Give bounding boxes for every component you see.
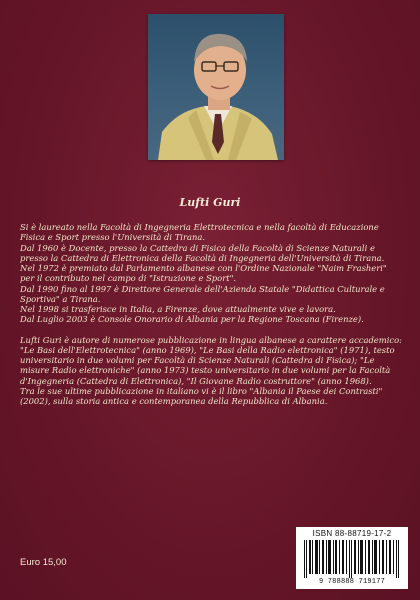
bio-paragraph: Lufti Guri è autore di numerose pubblicazione in lingua albanese a carattere accademico: "Le Basi dell'Elettrotecnica" (anno 1969), "Le Basi della Radio elettronica" (1971), testo universitario in due volumi per Facoltà di Scienze Naturali (Cattedra di Fisica); "Le misure Radio elettroniche" (anno 1973) testo universitario in due volumi per la Facoltà d'Ingegneria (Cattedra di Elettronica), "Il Giovane Radio costruttore" (anno 1968). (20, 334, 402, 386)
bio-paragraph: Dal 1960 è Docente, presso la Cattedra di Fisica della Facoltà di Scienze Naturali e presso la Cattedra di Elettronica della Facoltà di Ingegneria dell'Università di Tirana. (20, 242, 385, 263)
author-biography (20, 222, 402, 406)
bio-paragraph: Tra le sue ultime pubblicazione in italiano vi è il libro "Albania il Paese dei Contrasti" (2002), sulla storia antica e contemporanea della Repubblica di Albania. (20, 385, 383, 406)
author-portrait-illustration (148, 14, 284, 160)
bio-paragraph: Si è laureato nella Facoltà di Ingegneria Elettrotecnica e nella facoltà di Educazione Fisica e Sport presso l'Università di Tirana. (20, 222, 379, 243)
author-photo (148, 14, 284, 160)
bio-paragraph: Dal Luglio 2003 è Console Onorario di Albania per la Regione Toscana (Firenze). (20, 314, 364, 325)
bio-paragraph: Nel 1972 è premiato dal Parlamento albanese con l'Ordine Nazionale "Naim Frasheri" per il contributo nel campo di "Istruzione e Sport". (20, 263, 387, 284)
barcode-digits: 9 788888 719177 (318, 578, 385, 586)
barcode-icon (302, 540, 402, 578)
author-name: Lufti Guri (179, 196, 241, 209)
price-label: Euro 15,00 (20, 557, 67, 568)
bio-paragraph: Nel 1998 si trasferisce in Italia, a Firenze, dove attualmente vive e lavora. (20, 304, 336, 314)
isbn-label: ISBN 88-88719-17-2 (312, 529, 392, 538)
bio-paragraph: Dal 1990 fino al 1997 è Direttore Generale dell'Azienda Statale "Didattica Culturale e Sportiva" a Tirana. (20, 283, 385, 304)
isbn-barcode-box (296, 527, 408, 589)
